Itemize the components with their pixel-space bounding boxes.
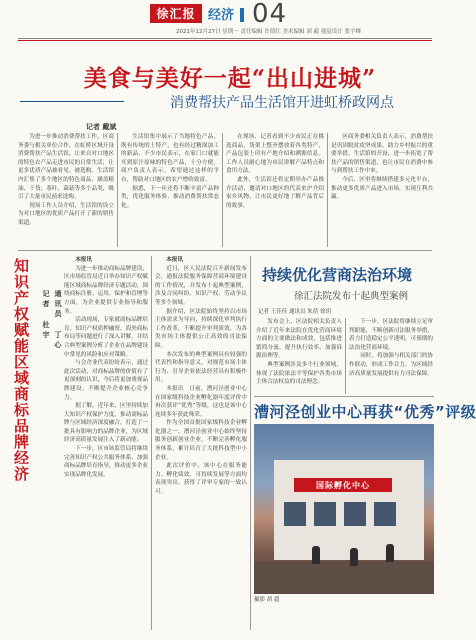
- section-divider: [18, 250, 432, 251]
- court-article-col-2: 下一步，区法院将继续立足审判职能，不断创新司法服务举措，着力打造稳定公平透明、可预期的法治化营商环境。 同时，将加强与相关部门的协作联动，形成工作合力，为区域经济高质量发展提供有力司法保障。: [349, 319, 433, 377]
- main-byline: 记者 戴斌: [86, 123, 117, 131]
- page-subheadline: 消费帮扶产品生活馆开进虹桥政网点: [170, 95, 394, 111]
- court-article-col-1: 发布会上，区法院相关负责人介绍了近年来法院在优化营商环境方面的主要做法和成效，包括推进繁简分流、提升执行效率、加强诉源治理等。 典型案例涉及多个行业领域，体现了法院依法平等保护各类市场主体合法权益的司法理念。: [256, 319, 342, 386]
- ip-article-col-1: 本报讯 为进一步推动商标品牌建设，区市场监管局近日举办知识产权赋能区域商标品牌经济专题活动，围绕商标注册、运用、保护和管理等方面，为企业提供专业指导和服务。 活动现场，专家就商标品牌培育、知识产权质押融资、海外商标布局等问题进行了深入讲解，并结合典型案例分析了企业在品牌建设中常见的风险和应对策略。 与会企业代表纷纷表示，通过此次活动，对商标品牌的价值有了更深刻的认识，今后将更加重视品牌建设，不断提升企业核心竞争力。 据了解，近年来，区里持续加大知识产权保护力度，推动商标品牌与区域经济深度融合，打造了一批具有影响力的品牌企业，为区域经济高质量发展注入了新动能。 下一步，区市场监管局将继续完善知识产权公共服务体系，加强商标品牌培育指导，推动更多企业实现品牌化发展。: [64, 257, 148, 478]
- photo-window: [344, 502, 366, 526]
- ip-article-title: 知识产权赋能区域商标品牌经济: [12, 258, 30, 482]
- column-divider: [345, 318, 346, 394]
- photo-person: [386, 544, 394, 562]
- photo-caption: 摄影 胡 超: [254, 597, 280, 603]
- date-line: 2021年12月27日 星期一 责任编辑 许倩红 美术编辑 刘 毅 视觉设计 张宇峰: [176, 29, 361, 35]
- section-divider: [254, 396, 434, 397]
- photo-window: [284, 502, 306, 526]
- masthead: [0, 0, 450, 52]
- page-headline: 美食与美好一起“出山进城”: [83, 65, 377, 92]
- court-article-subtitle: 徐汇法院发布十起典型案例: [294, 291, 409, 302]
- ip-article-author: 记者 杜宇: [42, 290, 50, 341]
- court-article-title: 持续优化营商法治环境: [262, 266, 413, 284]
- caohejing-article-title: 漕河泾创业中心再获“优秀”评级: [254, 403, 476, 421]
- masthead-divider-accent: [18, 40, 432, 41]
- section-name: 经济: [208, 8, 235, 23]
- court-article-byline: 记者 王佳佳 通讯员 朱蓓 徐玥: [258, 309, 331, 315]
- main-article-col-3: 在现场，记者看到不少市民正在挑选商品，货架上整齐摆放着各类特产，产品包装上印有产地介绍和溯源信息。工作人员耐心地为市民讲解产品特点和食用方法。 此外，生活馆还将定期举办产品推介活动，邀请对口地区的代表来沪介绍家乡风物，让市民更好地了解产品背后的故事。: [226, 134, 324, 209]
- page-number: 04: [252, 0, 288, 29]
- ip-article-author: 通讯员 丁心: [54, 290, 62, 351]
- column-divider: [250, 256, 251, 630]
- photo-person: [350, 548, 358, 566]
- photo-ground: [254, 562, 434, 594]
- paper-logo: [150, 4, 202, 23]
- photo-window: [374, 502, 396, 526]
- main-article-col-4: 区商务委相关负责人表示，消费帮扶是巩固脱贫攻坚成果、助力乡村振兴的重要举措。生活馆的开设，进一步拓宽了帮扶产品的销售渠道，也让市民在消费中参与到帮扶工作中来。 今后，区里将继续搭建多元化平台，推动更多优质产品进入市场，实现互利共赢。: [331, 134, 433, 201]
- main-article-col-2: 生活馆集中展示了当地特色产品，既有传统的土特产，也有经过精深加工的新品。不少市民表示，在家门口就能买到原汁原味的特色产品，十分方便。商户负责人表示，希望通过这样的平台，帮助对口地区的农户增收致富。 据悉，下一步还将不断丰富产品种类，优化服务体验，推动消费帮扶常态化。: [121, 134, 219, 209]
- ip-article-col-2: 本报讯 近日，区人民法院召开新闻发布会，通报法院服务保障营商环境建设的工作情况，并发布十起典型案例，涉及合同纠纷、知识产权、劳动争议等多个领域。 据介绍，区法院始终坚持以市场主体需求为导向，持续深化审判执行工作改革，不断提升审判质效，为各类市场主体提供公正高效的司法保障。 本次发布的典型案例具有较强的代表性和指导意义，对规范市场主体行为、引导企业依法经营具有积极作用。 本报讯 日前，漕河泾创业中心在国家级科技企业孵化器年度评价中再次获评“优秀”等级，这也是该中心连续多年获此殊荣。 作为全国首批国家级科技企业孵化器之一，漕河泾创业中心始终坚持服务创新创业企业，不断完善孵化服务体系，累计培育了大批科技型中小企业。 此次评价中，该中心在服务能力、孵化绩效、可持续发展等方面均表现突出，获得了评审专家的一致认可。: [155, 257, 247, 496]
- photo-person: [312, 546, 320, 564]
- column-divider: [327, 133, 328, 247]
- column-divider: [222, 133, 223, 247]
- photo-window: [314, 502, 336, 526]
- building-photo: [254, 424, 434, 594]
- main-article-col-1: 为进一步推动消费帮扶工作，区商务委与相关单位合作，在虹桥区域开设消费帮扶产品生活馆，让来自对口地区的特色农产品走进市民的日常生活，让更多优质产品被看见、被选购。生活馆内汇集了多个地区的特色商品，涵盖粮油、干货、茶叶、菌菇等多个品类，吸引了大量市民前来选购。 现场工作人员介绍，生活馆的设立为对口地区的优质产品打开了新的销售渠道。: [18, 134, 114, 226]
- paper-name: 徐汇报: [156, 7, 196, 21]
- column-divider: [151, 256, 152, 630]
- subhead-rule: [20, 101, 124, 102]
- masthead-divider: [18, 38, 432, 39]
- photo-sign: 国际孵化中心: [294, 478, 392, 492]
- column-divider: [117, 133, 118, 247]
